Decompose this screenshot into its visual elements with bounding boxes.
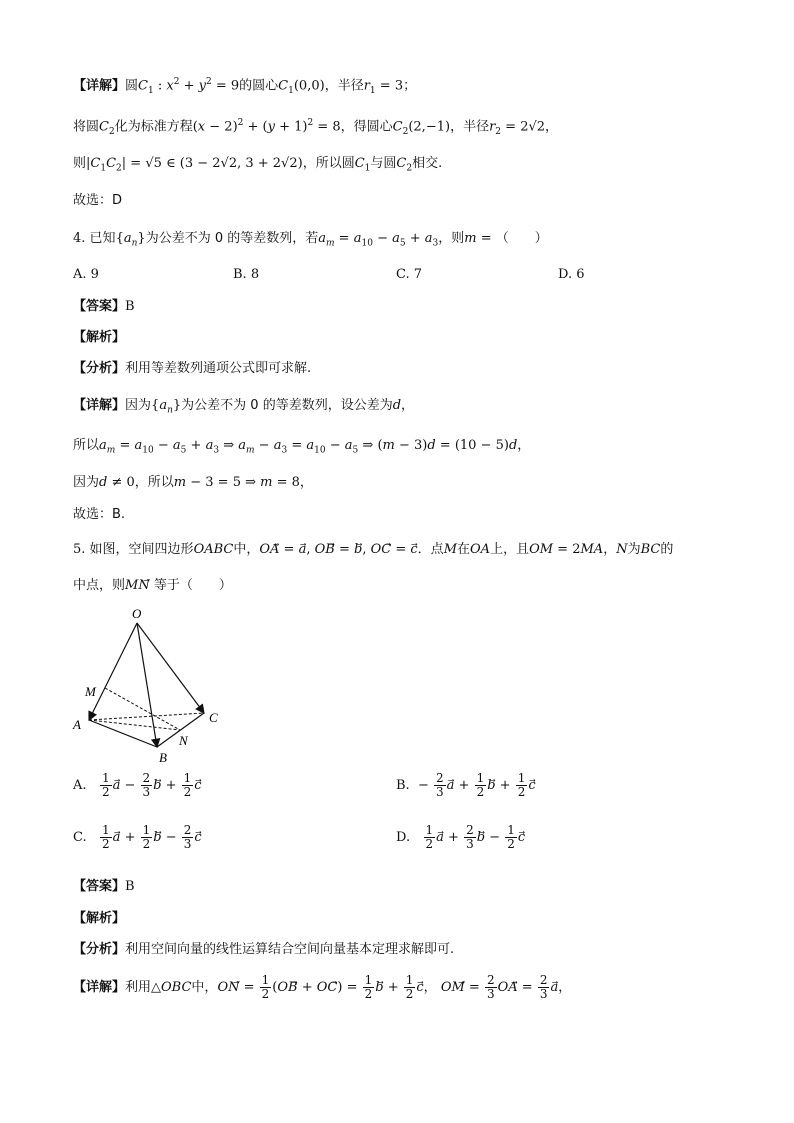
fenxi-text: 利用空间向量的线性运算结合空间向量基本定理求解即可. [125, 942, 455, 957]
text: 则 [73, 156, 87, 171]
option-letter: B. [396, 778, 410, 793]
edge-AB [89, 720, 157, 747]
q4-option-c: C. 7 [396, 267, 423, 282]
q5-fenxi [73, 940, 454, 960]
q3-detail-line1: 【详解】圆$C_1$ : $x^2 + y^2 = 9$的圆心$C_1(0,0)$，半径$r_1 = 3$； [73, 77, 417, 96]
q4-detail-line1: 【详解】因为$\{a_n\}$为公差不为 0 的等差数列，设公差为d， [73, 398, 415, 416]
text: ，则 [438, 231, 465, 246]
detail-label: 【详解】 [73, 78, 126, 94]
text: 利用△ [125, 980, 162, 995]
question-number: 4. [73, 231, 86, 246]
text: 中点，则 [73, 578, 126, 593]
text: 的圆心 [239, 78, 279, 94]
edge-OA [89, 623, 137, 720]
text: 为公差不为 0 的等差数列，若 [145, 231, 319, 246]
question-number: 5. [73, 542, 86, 557]
label-A: A [73, 717, 81, 732]
q5-analysis-label: 【解析】 [73, 911, 126, 926]
q5-answer [73, 877, 135, 897]
text: ．点 [417, 542, 444, 557]
text: ，半径 [450, 119, 490, 135]
q4-fenxi [73, 359, 311, 379]
text: 将圆 [73, 119, 100, 135]
q4-option-d: D. 6 [558, 267, 585, 282]
answer-label: 【答案】 [73, 879, 126, 894]
text: 中， [191, 980, 218, 995]
q4-answer [73, 297, 135, 317]
q4-detail-line2: 所以$a_m = a_{10} - a_5 + a_3$ ⇒ $a_m - a_3 = a_{10} - a_5$ ⇒ (m − 3)d = (10 − 5)d， [73, 438, 531, 456]
q4-analysis-label: 【解析】 [73, 330, 126, 345]
q5-stem-line2: 中点，则MN⃗ 等于（ ） [73, 578, 232, 593]
q4-stem: 4. 已知$\{a_n\}$为公差不为 0 的等差数列，若$a_m = a_{10} - a_5 + a_3$，则m = （ ） [73, 231, 548, 249]
text: 如图，空间四边形 [89, 542, 194, 557]
fenxi-text: 利用等差数列通项公式即可求解. [125, 361, 312, 376]
option-letter: C. [73, 830, 87, 845]
edge-AC [89, 713, 204, 720]
tetrahedron-figure [68, 602, 238, 772]
text: ，半径 [324, 78, 364, 94]
edge-OC [137, 623, 204, 713]
text: 与圆 [370, 156, 397, 171]
text: ，所以 [134, 475, 174, 490]
text: 在 [457, 542, 471, 557]
text: （ ） [495, 231, 548, 246]
label-O: O [132, 606, 142, 621]
text: 中， [233, 542, 260, 557]
detail-label: 【详解】 [73, 398, 126, 413]
q5-detail-line1: 【详解】利用△OBC中，ON⃗ = $\frac{1}{2}$ (OB⃗ + OC⃗) = $\frac{1}{2}$ b⃗ + $\frac{1}{2}$ c⃗， OM⃗ = $\frac{2}{3}$ OA⃗ = $\frac{2}{3}$ a⃗， [73, 973, 572, 1001]
text: 为 [627, 542, 641, 557]
text: 相交. [412, 156, 443, 171]
q3-detail-line3: 则$|C_1C_2| = √5$ ∈ (3 − 2√2, 3 + 2√2)，所以圆$C_1$与圆$C_2$相交. [73, 156, 443, 174]
q4-detail-line3: 因为d ≠ 0，所以m − 3 = 5 ⇒ m = 8， [73, 475, 313, 490]
text: ，得圆心 [340, 119, 393, 135]
label-C: C [209, 710, 218, 725]
segment-MN [105, 688, 180, 730]
fenxi-label: 【分析】 [73, 942, 126, 957]
q4-choice: 故选：B. [73, 507, 126, 522]
q3-choice: 故选：D [73, 193, 123, 208]
text: 因为 [73, 475, 100, 490]
label-M: M [85, 684, 96, 699]
option-letter: D. [396, 830, 411, 845]
edge-OB [137, 623, 157, 747]
q5-option-d: D. $\frac{1}{2}$ a⃗ + $\frac{2}{3}$ b⃗ − $\frac{1}{2}$ c [396, 823, 526, 851]
answer-label: 【答案】 [73, 299, 126, 314]
answer-value: B [125, 879, 135, 894]
label-N: N [179, 733, 188, 748]
option-letter: A. [73, 778, 87, 793]
answer-value: B [125, 299, 135, 314]
text: 化为标准方程 [114, 119, 193, 135]
q5-option-b: B. − $\frac{2}{3}$ a⃗ + $\frac{1}{2}$ b⃗ + $\frac{1}{2}$ c [396, 771, 536, 799]
q4-option-a: A. 9 [73, 267, 99, 282]
fenxi-label: 【分析】 [73, 361, 126, 376]
text: 为公差不为 0 的等差数列，设公差为 [181, 398, 393, 413]
text: 所以 [73, 438, 100, 453]
text: 的 [660, 542, 674, 557]
text: 已知 [89, 231, 116, 246]
text: ，所以圆 [302, 156, 355, 171]
q4-option-b: B. 8 [233, 267, 260, 282]
q3-detail-line2: 将圆$C_2$化为标准方程$(x - 2)^2 + (y + 1)^2 = 8$，得圆心$C_2(2,-1)$，半径$r_2 = 2√2$， [73, 118, 559, 137]
text: ， [603, 542, 617, 557]
text: 因为 [125, 398, 152, 413]
q5-stem-line1: 5. 如图，空间四边形OABC中，OA⃗ = a⃗, OB⃗ = b⃗, OC⃗ = c．点M在OA上，且OM = 2MA，N为BC的 [73, 542, 674, 557]
q5-option-a: A. $\frac{1}{2}$ a⃗ − $\frac{2}{3}$ b⃗ + $\frac{1}{2}$ c [73, 771, 202, 799]
label-B: B [159, 750, 167, 765]
text: 上，且 [490, 542, 530, 557]
text: 等于（ ） [153, 578, 232, 593]
text: 圆 [125, 78, 139, 94]
detail-label: 【详解】 [73, 980, 126, 995]
q5-option-c: C. $\frac{1}{2}$ a⃗ + $\frac{1}{2}$ b⃗ − $\frac{2}{3}$ c [73, 823, 202, 851]
